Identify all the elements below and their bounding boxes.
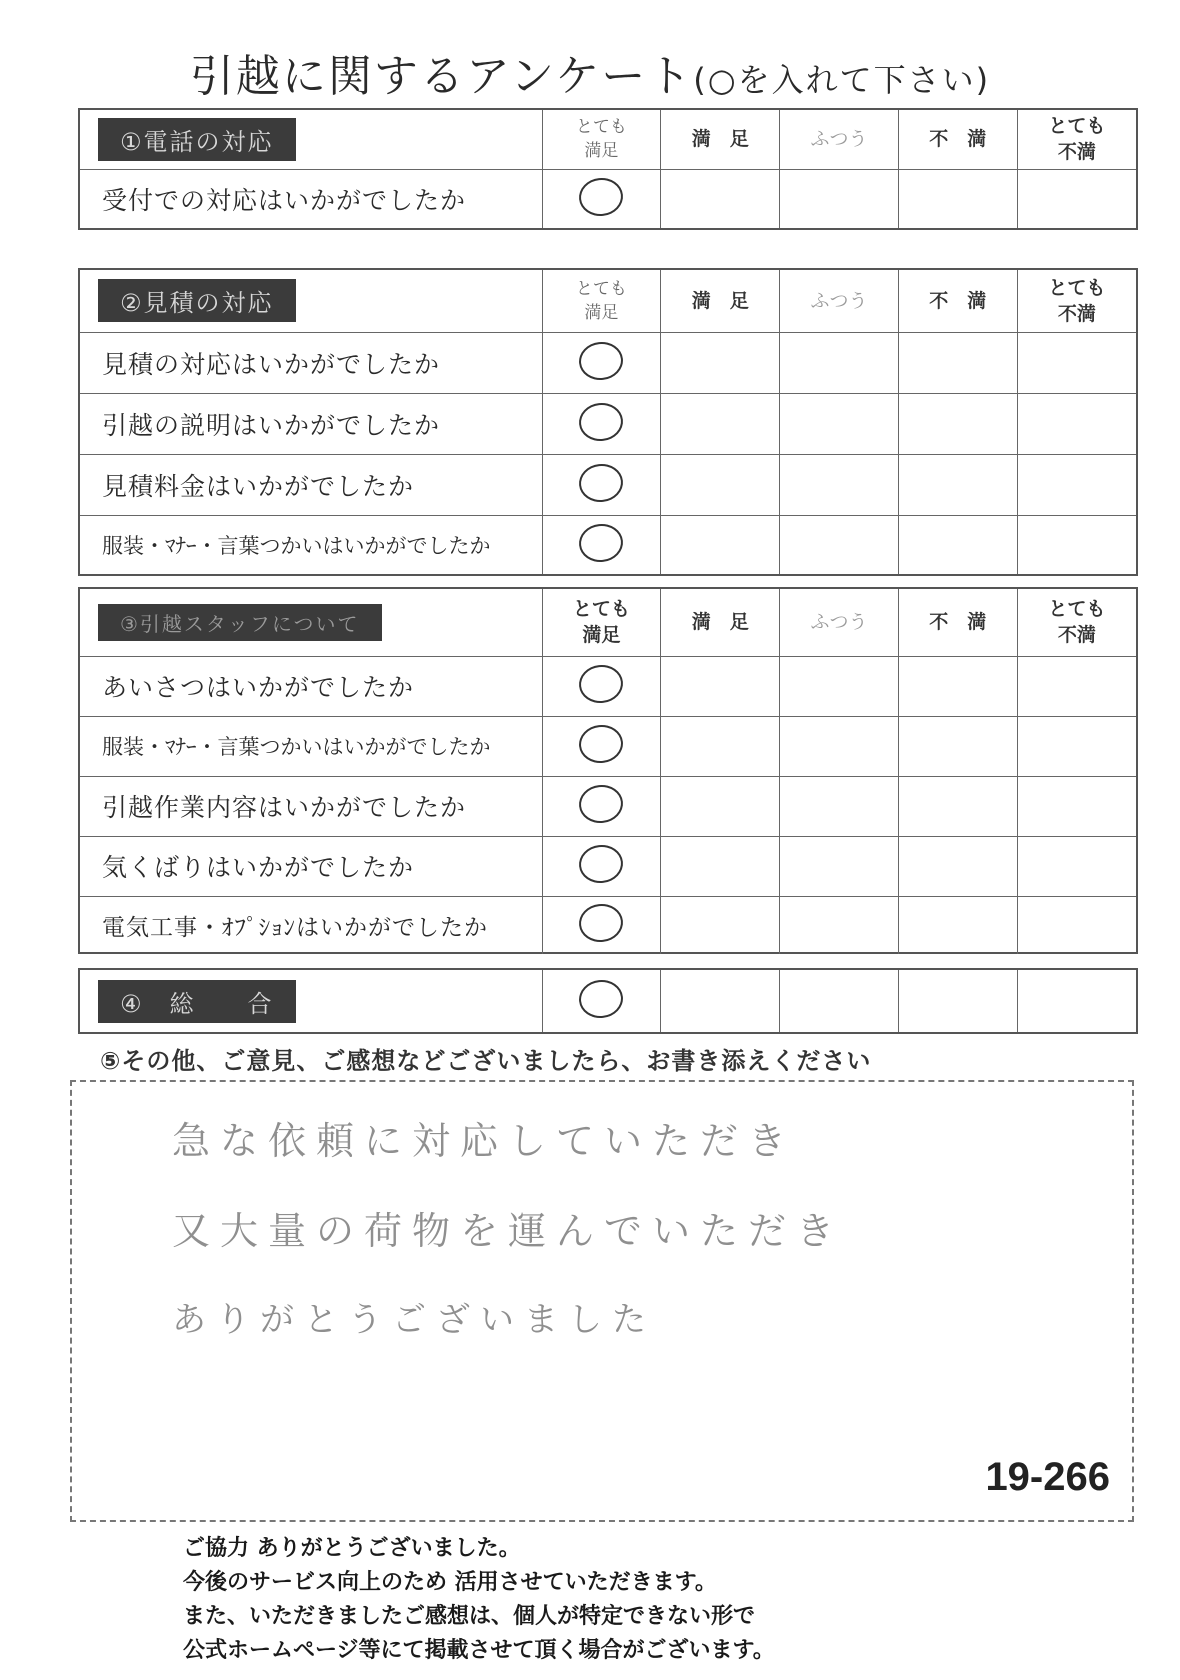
circle-mark [578,783,626,825]
rating-cell[interactable] [898,169,1017,228]
question-text: 気くばりはいかがでしたか [80,836,542,896]
rating-cell[interactable] [542,716,661,776]
rating-cell[interactable] [898,454,1017,515]
circle-mark [578,339,626,381]
rating-cell[interactable] [780,454,899,515]
title-sub: (○を入れて下さい) [693,61,991,99]
rating-cell[interactable] [780,776,899,836]
circle-mark [578,978,626,1020]
rating-cell[interactable] [898,716,1017,776]
question-text: 見積料金はいかがでしたか [80,454,542,515]
col-very-dissatisfied: とても 不満 [1017,110,1136,169]
col-dissatisfied: 不 満 [898,270,1017,332]
handwritten-line-3: ありがとうございました [172,1300,656,1340]
rating-cell[interactable] [661,332,780,393]
rating-cell[interactable] [898,970,1017,1032]
circle-mark [578,522,626,564]
question-row [80,836,1136,896]
rating-cell[interactable] [661,454,780,515]
rating-cell[interactable] [780,332,899,393]
section-overall [78,968,1138,1034]
rating-cell[interactable] [661,970,780,1032]
rating-cell[interactable] [542,776,661,836]
rating-cell[interactable] [1017,454,1136,515]
rating-cell[interactable] [661,716,780,776]
rating-cell[interactable] [1017,836,1136,896]
question-row [80,393,1136,454]
rating-cell[interactable] [780,896,899,954]
section-header: ④ 総 合 [98,980,296,1023]
rating-cell[interactable] [898,515,1017,574]
rating-cell[interactable] [898,836,1017,896]
col-very-satisfied: とても 満足 [542,110,661,169]
rating-cell[interactable] [661,169,780,228]
comment-box[interactable] [70,1080,1134,1522]
col-dissatisfied: 不 満 [898,589,1017,656]
col-dissatisfied: 不 満 [898,110,1017,169]
rating-cell[interactable] [661,656,780,716]
question-row [80,656,1136,716]
rating-cell[interactable] [1017,393,1136,454]
question-row [80,332,1136,393]
section-header-cell [80,589,542,656]
rating-cell[interactable] [1017,896,1136,954]
comments-label: ⑤その他、ご意見、ご感想などございましたら、お書き添えください [100,1047,872,1075]
rating-cell[interactable] [898,656,1017,716]
question-text: 服装・ﾏﾅｰ・言葉つかいはいかがでしたか [80,716,542,776]
rating-cell[interactable] [780,716,899,776]
question-row [80,970,1136,1032]
rating-cell[interactable] [542,332,661,393]
question-row [80,515,1136,574]
rating-cell[interactable] [1017,515,1136,574]
footer-line: 公式ホームページ等にて掲載させて頂く場合がございます。 [183,1638,775,1663]
rating-cell[interactable] [661,515,780,574]
section-header: ②見積の対応 [98,279,296,322]
circle-mark [578,902,626,944]
question-text: 電気工事・ｵﾌﾟｼｮﾝはいかがでしたか [80,896,542,954]
footer-line: また、いただきましたご感想は、個人が特定できない形で [183,1604,756,1629]
question-text: 服装・ﾏﾅｰ・言葉つかいはいかがでしたか [80,515,542,574]
rating-cell[interactable] [1017,970,1136,1032]
rating-cell[interactable] [780,169,899,228]
question-row [80,716,1136,776]
col-satisfied: 満 足 [661,110,780,169]
col-satisfied: 満 足 [661,270,780,332]
rating-cell[interactable] [1017,776,1136,836]
rating-cell[interactable] [542,656,661,716]
section-header: ③引越スタッフについて [98,604,382,641]
col-neutral: ふつう [780,589,899,656]
rating-cell[interactable] [542,896,661,954]
rating-cell[interactable] [898,896,1017,954]
rating-cell[interactable] [780,656,899,716]
rating-cell[interactable] [1017,332,1136,393]
rating-cell[interactable] [661,776,780,836]
question-row [80,896,1136,954]
rating-cell[interactable] [898,776,1017,836]
col-satisfied: 満 足 [661,589,780,656]
circle-mark [578,843,626,885]
section-header: ①電話の対応 [98,118,296,161]
rating-cell[interactable] [661,393,780,454]
question-text: 受付での対応はいかがでしたか [80,169,542,228]
circle-mark [578,176,626,218]
section-phone [78,108,1138,230]
question-text: 見積の対応はいかがでしたか [80,332,542,393]
rating-cell[interactable] [780,515,899,574]
footer-line: ご協力 ありがとうございました。 [183,1536,521,1561]
rating-cell[interactable] [661,896,780,954]
section-header-cell [80,270,542,332]
circle-mark [578,400,626,442]
rating-cell[interactable] [898,332,1017,393]
title-main: 引越に関するアンケート [189,51,694,102]
section-header-cell [80,970,542,1032]
col-neutral: ふつう [780,110,899,169]
rating-cell[interactable] [542,836,661,896]
record-number: 19-266 [985,1455,1110,1499]
handwritten-line-2: 又大量の荷物を運んでいただき [172,1209,845,1253]
col-very-dissatisfied: とても 不満 [1017,270,1136,332]
col-neutral: ふつう [780,270,899,332]
rating-cell[interactable] [542,970,661,1032]
rating-cell[interactable] [661,836,780,896]
section-header-cell [80,110,542,169]
question-row [80,776,1136,836]
rating-cell[interactable] [1017,169,1136,228]
rating-cell[interactable] [542,393,661,454]
question-text: 引越作業内容はいかがでしたか [80,776,542,836]
rating-cell[interactable] [542,169,661,228]
question-text: 引越の説明はいかがでしたか [80,393,542,454]
rating-cell[interactable] [1017,656,1136,716]
circle-mark [578,461,626,503]
footer-line: 今後のサービス向上のため 活用させていただきます。 [183,1570,717,1595]
circle-mark [578,663,626,705]
rating-cell[interactable] [780,970,899,1032]
section-estimate [78,268,1138,576]
rating-cell[interactable] [780,393,899,454]
question-row [80,454,1136,515]
col-very-dissatisfied: とても 不満 [1017,589,1136,656]
col-very-satisfied: とても 満足 [542,270,661,332]
rating-cell[interactable] [898,393,1017,454]
footer-note [183,1532,1083,1668]
question-row [80,169,1136,228]
circle-mark [578,723,626,765]
section-staff [78,587,1138,954]
rating-cell[interactable] [542,454,661,515]
question-text: あいさつはいかがでしたか [80,656,542,716]
handwritten-line-1: 急な依頼に対応していただき [172,1119,797,1163]
rating-cell[interactable] [1017,716,1136,776]
rating-cell[interactable] [542,515,661,574]
col-very-satisfied: とても 満足 [542,589,661,656]
rating-cell[interactable] [780,836,899,896]
page-title [0,40,1180,104]
